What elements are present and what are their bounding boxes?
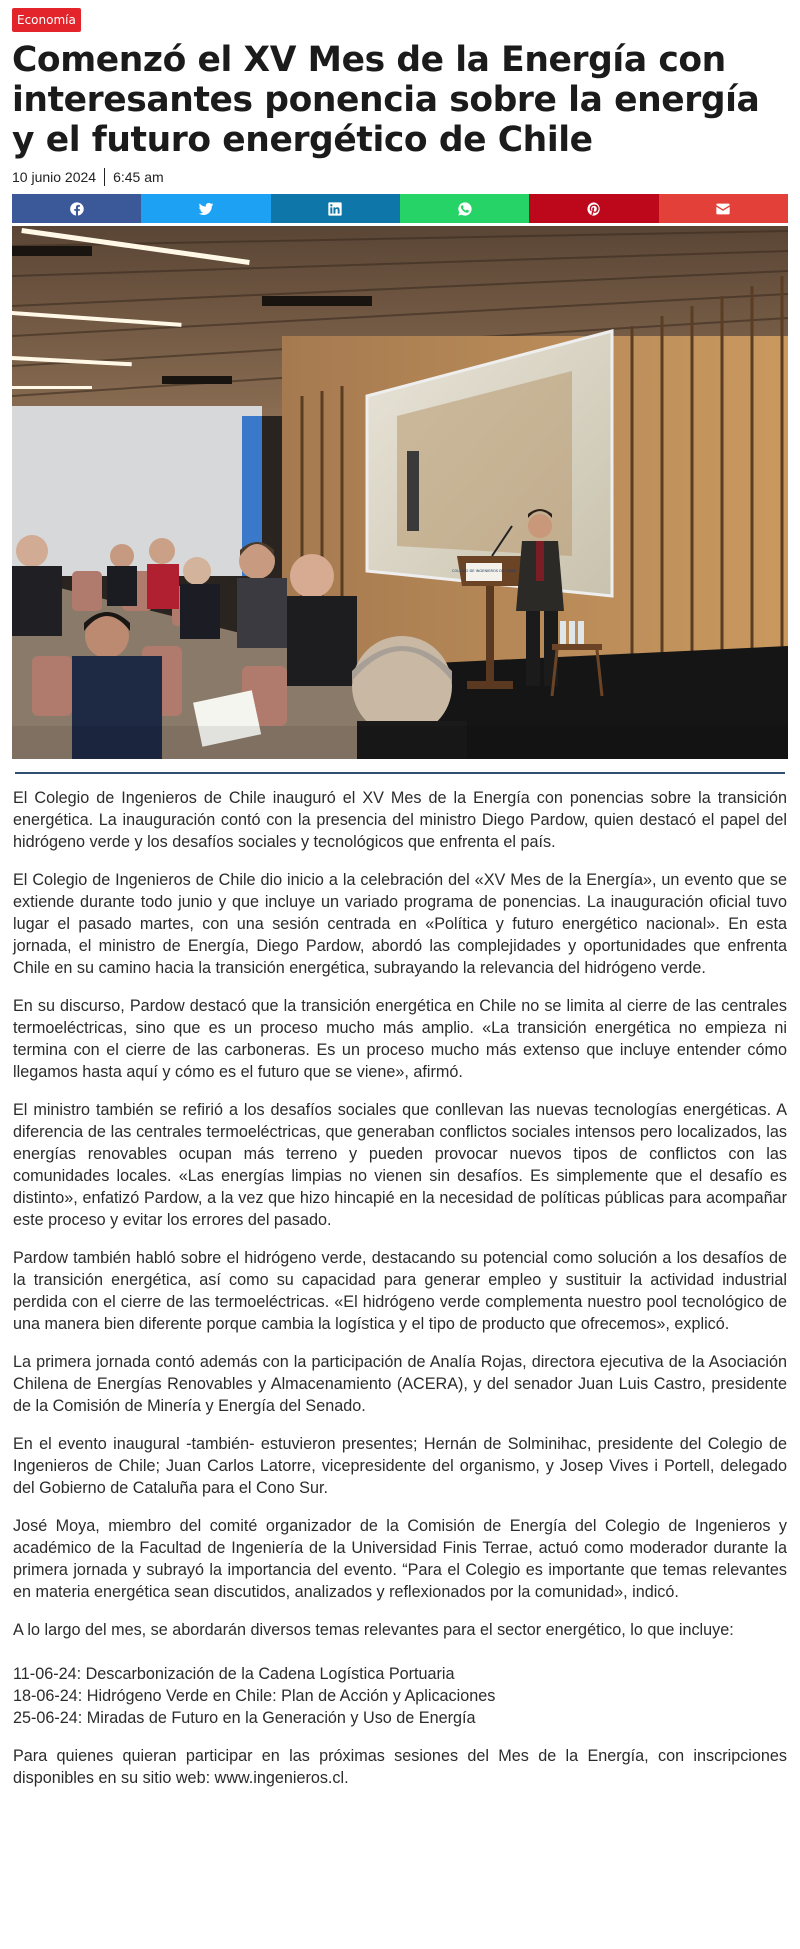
session-item: 11-06-24: Descarbonización de la Cadena Logística Portuaria: [13, 1665, 455, 1683]
paragraph: El Colegio de Ingenieros de Chile inauguró el XV Mes de la Energía con ponencias sobre la transición energética. La inauguración contó con la presencia del ministro Diego Pardow, quien destacó el papel del hidrógeno verde y los desafíos sociales y tecnológicos que enfrenta el país.: [13, 789, 787, 851]
linkedin-icon: [327, 201, 343, 217]
share-linkedin-button[interactable]: [271, 194, 400, 223]
share-twitter-button[interactable]: [141, 194, 270, 223]
paragraph: Pardow también habló sobre el hidrógeno verde, destacando su potencial como solución a los desafíos de la transición energética, así como su capacidad para generar empleo y sustituir la actividad industrial perdida con el cierre de las termoeléctricas. «El hidrógeno verde complementa nuestro pool tecnológico de una manera bien diferente porque cambia la logística y el tipo de producto que ofrecemos», explicó.: [13, 1249, 787, 1333]
podium-sign: COLEGIO DE INGENIEROS DE CHILE: [452, 569, 516, 573]
article-time: 6:45 am: [113, 169, 164, 185]
facebook-icon: [69, 201, 85, 217]
category-badge[interactable]: Economía: [12, 8, 81, 32]
window-curtains: [12, 406, 262, 576]
article-photo: [12, 226, 788, 759]
paragraph: A lo largo del mes, se abordarán diversos temas relevantes para el sector energético, lo que incluye:: [13, 1621, 734, 1639]
paragraph: El ministro también se refirió a los desafíos sociales que conllevan las nuevas tecnologías energéticas. A diferencia de las centrales termoeléctricas, que generaban conflictos sociales intensos pero localizados, las energías renovables ocupan más terreno y pueden provocar nuevos tipos de conflictos con las comunidades locales. «Las energías limpias no vienen sin desafíos. Es simplemente que el desafío es distinto», enfatizó Pardow, a la vez que hizo hincapié en la necesidad de políticas públicas para acompañar este proceso y evitar los errores del pasado.: [13, 1101, 787, 1229]
mail-icon: [715, 201, 731, 217]
paragraph: La primera jornada contó además con la participación de Analía Rojas, directora ejecutiva de la Asociación Chilena de Energías Renovables y Almacenamiento (ACERA), y del senador Juan Luis Castro, presidente de la Comisión de Minería y Energía del Senado.: [13, 1353, 787, 1415]
article-date: 10 junio 2024: [12, 169, 97, 185]
paragraph: Para quienes quieran participar en las próximas sesiones del Mes de la Energía, con inscripciones disponibles en su sitio web: www.ingenieros.cl.: [13, 1747, 787, 1787]
session-item: 25-06-24: Miradas de Futuro en la Generación y Uso de Energía: [13, 1709, 476, 1727]
article-meta: [12, 168, 788, 186]
share-whatsapp-button[interactable]: [400, 194, 529, 223]
share-pinterest-button[interactable]: [529, 194, 658, 223]
share-bar: [12, 194, 788, 223]
whatsapp-icon: [457, 201, 473, 217]
paragraph: José Moya, miembro del comité organizador de la Comisión de Energía del Colegio de Ingenieros y académico de la Facultad de Ingeniería de la Universidad Finis Terrae, actuó como moderador durante la primera jornada y subrayó la importancia del evento. “Para el Colegio es importante que temas relevantes en materia energética sean discutidos, analizados y reflexionados por la comunidad», indicó.: [13, 1517, 787, 1601]
session-list: [13, 1663, 787, 1729]
article-body: [0, 787, 800, 1789]
paragraph: En su discurso, Pardow destacó que la transición energética en Chile no se limita al cierre de las centrales termoeléctricas, sino que es un proceso mucho más amplio. «La transición energética no empieza ni termina con el cierre de las carboneras. Es un proceso mucho más extenso que incluye entender cómo llegamos hasta aquí y cómo es el futuro que se viene», afirmó.: [13, 997, 787, 1081]
paragraph: El Colegio de Ingenieros de Chile dio inicio a la celebración del «XV Mes de la Energía», un evento que se extiende durante todo junio y que incluye un variado programa de ponencias. La inauguración oficial tuvo lugar el pasado martes, con una sesión centrada en «Política y futuro energético nacional». En esta jornada, el ministro de Energía, Diego Pardow, abordó las complejidades y oportunidades que enfrenta Chile en su camino hacia la transición energética, subrayando la relevancia del hidrógeno verde.: [13, 871, 787, 977]
share-email-button[interactable]: [659, 194, 788, 223]
pinterest-icon: [586, 201, 602, 217]
session-item: 18-06-24: Hidrógeno Verde en Chile: Plan de Acción y Aplicaciones: [13, 1687, 496, 1705]
share-facebook-button[interactable]: [12, 194, 141, 223]
meta-divider: [104, 168, 105, 186]
twitter-icon: [198, 201, 214, 217]
article-title: Comenzó el XV Mes de la Energía con interesantes ponencia sobre la energía y el futuro energético de Chile: [12, 40, 760, 160]
content-divider: [15, 772, 785, 774]
conference-illustration: [12, 226, 788, 759]
paragraph: En el evento inaugural -también- estuvieron presentes; Hernán de Solminihac, presidente del Colegio de Ingenieros de Chile; Juan Carlos Latorre, vicepresidente del organismo, y Josep Vives i Portell, delegado del Gobierno de Cataluña para el Cono Sur.: [13, 1435, 787, 1497]
